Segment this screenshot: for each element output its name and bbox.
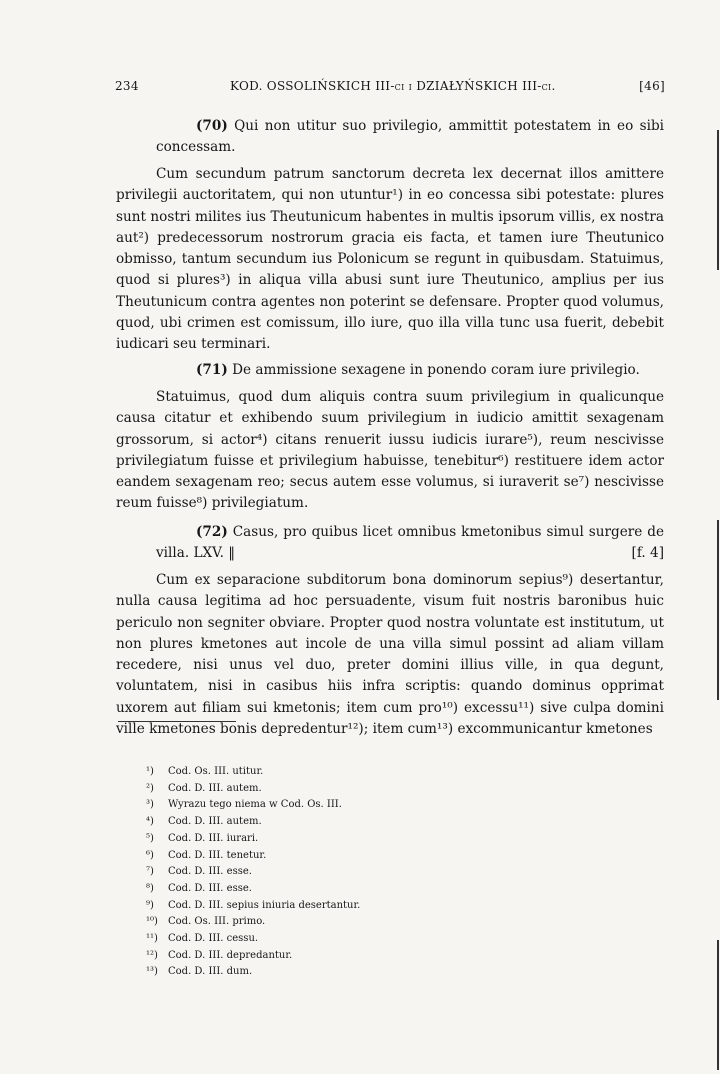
footnote: ¹²) Cod. D. III. depredantur. bbox=[146, 949, 293, 961]
section-number: (71) bbox=[196, 362, 228, 378]
footnote: ¹⁰) Cod. Os. III. primo. bbox=[146, 916, 266, 928]
footnote: ⁵) Cod. D. III. iurari. bbox=[146, 832, 259, 844]
footnote: ⁸) Cod. D. III. esse. bbox=[146, 882, 252, 894]
scan-edge-mark bbox=[717, 520, 719, 700]
section-title: Casus, pro quibus licet omnibus kmetonibus simul surgere de villa. LXV. ‖ bbox=[156, 524, 664, 562]
footnote: ⁴) Cod. D. III. autem. bbox=[146, 816, 262, 828]
footnotes bbox=[146, 764, 360, 981]
section-body-70 bbox=[116, 164, 664, 356]
header-folio: [46] bbox=[639, 79, 665, 93]
page-header bbox=[115, 79, 665, 99]
section-heading-72 bbox=[116, 522, 664, 565]
section-title: Qui non utitur suo privilegio, ammittit potestatem in eo sibi concessam. bbox=[156, 118, 664, 156]
scan-edge-mark bbox=[717, 940, 719, 1070]
footnote: ¹¹) Cod. D. III. cessu. bbox=[146, 933, 259, 945]
section-title: De ammissione sexagene in ponendo coram iure privilegio. bbox=[232, 362, 640, 378]
section-heading-70 bbox=[116, 116, 664, 159]
section-body-72 bbox=[116, 570, 664, 740]
footnote: ²) Cod. D. III. autem. bbox=[146, 782, 262, 794]
footnote: ⁷) Cod. D. III. esse. bbox=[146, 866, 252, 878]
page-number: 234 bbox=[115, 79, 139, 93]
paragraph: Cum secundum patrum sanctorum decreta lex decernat illos amittere privilegii auctoritatem, qui non utuntur¹) in eo concessa sibi potestate: plures sunt nostri milites ius Theutunicum habentes in multis ipsorum villis, ex nostra aut²) predecessorum nostrorum gracia eis facta, et tamen iure Theutunico obmisso, tantum secundum ius Polonicum se regunt in quibusdam. Statuimus, quod si plures³) in aliqua villa abusi sunt iure Theutunico, amplius per ius Theutunicum contra agentes non poterint se defensare. Propter quod volumus, quod, ubi crimen est comissum, illo iure, quo illa villa tunc usa fuerit, debebit iudicari seu terminari. bbox=[116, 166, 664, 353]
footnote: ¹) Cod. Os. III. utitur. bbox=[146, 766, 264, 777]
footnote: ⁹) Cod. D. III. sepius iniuria desertantur. bbox=[146, 899, 361, 911]
section-number: (70) bbox=[196, 118, 228, 134]
footnote: ³) Wyrazu tego niema w Cod. Os. III. bbox=[146, 799, 342, 811]
section-number: (72) bbox=[196, 524, 228, 540]
scan-edge-mark bbox=[717, 130, 719, 270]
footnote-divider bbox=[118, 721, 236, 722]
running-title: KOD. OSSOLIŃSKICH III-ci i DZIAŁYŃSKICH III-ci. bbox=[230, 79, 556, 93]
section-heading-71 bbox=[116, 360, 664, 381]
folio-reference: [f. 4] bbox=[631, 545, 664, 562]
section-body-71 bbox=[116, 387, 664, 515]
paragraph: Cum ex separacione subditorum bona dominorum sepius⁹) desertantur, nulla causa legitima ad hoc persuadente, visum fuit nostris baronibus huic periculo non segniter obviare. Propter quod nostra voluntate est institutum, ut non plures kmetones aut incole de una villa simul possint ad aliam villam recedere, nisi unus vel duo, preter domini illius ville, in qua degunt, voluntatem, nisi in casibus hiis infra scriptis: quando dominus opprimat uxorem aut filiam sui kmetonis; item cum pro¹⁰) excessu¹¹) sive culpa domini ville kmetones bonis depredentur¹²); item cum¹³) excommunicantur kmetones bbox=[116, 572, 664, 738]
paragraph: Statuimus, quod dum aliquis contra suum privilegium in qualicunque causa citatur et exhibendo suum privilegium in iudicio amittit sexagenam grossorum, si actor⁴) citans renuerit iussu iudicis iurare⁵), reum nescivisse privilegiatum fuisse et privilegium habuisse, tenebitur⁶) restituere idem actor eandem sexagenam reo; secus autem esse volumus, si iuraverit se⁷) nescivisse reum fuisse⁸) privilegiatum. bbox=[116, 389, 664, 512]
footnote: ¹³) Cod. D. III. dum. bbox=[146, 966, 253, 978]
footnote: ⁶) Cod. D. III. tenetur. bbox=[146, 849, 267, 861]
